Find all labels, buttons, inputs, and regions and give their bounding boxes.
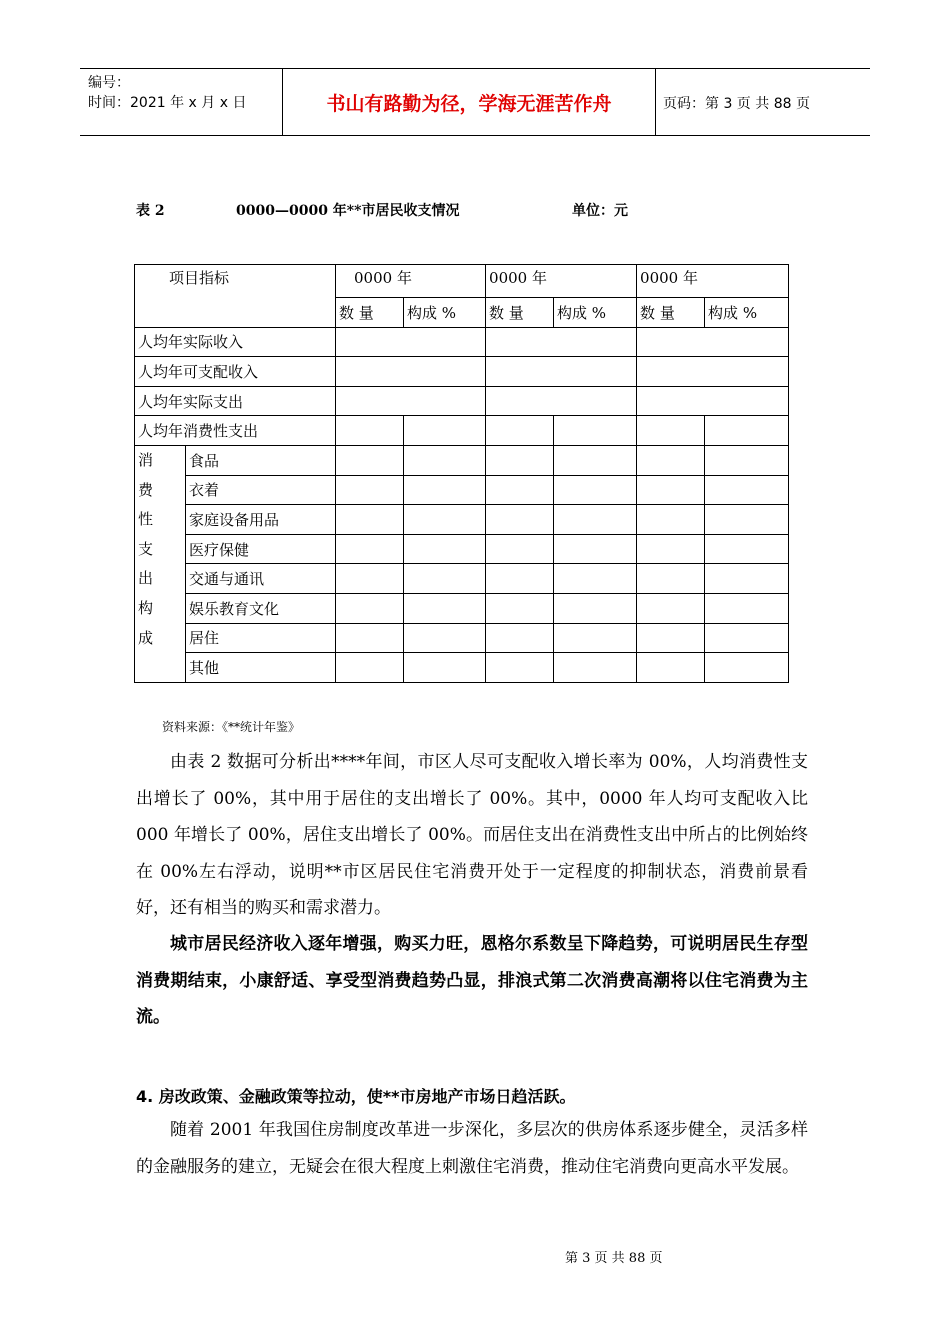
- row-label: 其他: [186, 653, 336, 683]
- table-row: [135, 357, 789, 387]
- pct-header: 构成 %: [705, 298, 789, 328]
- row-label: 人均年可支配收入: [135, 357, 336, 387]
- row-label: 娱乐教育文化: [186, 593, 336, 623]
- table-row: [135, 564, 789, 594]
- header-motto: 书山有路勤为径，学海无涯苦作舟: [282, 69, 656, 135]
- summary-paragraph: 城市居民经济收入逐年增强，购买力旺，恩格尔系数呈下降趋势，可说明居民生存型消费期结束，小康舒适、享受型消费趋势凸显，排浪式第二次消费高潮将以住宅消费为主流。: [136, 934, 808, 1027]
- year-header: 0000 年: [336, 265, 486, 298]
- row-label: 人均年实际支出: [135, 386, 336, 416]
- table-row: [135, 534, 789, 564]
- doc-date: 时间：2021 年 x 月 x 日: [88, 95, 247, 111]
- table-row: [135, 593, 789, 623]
- row-label: 居住: [186, 623, 336, 653]
- table-row: [135, 623, 789, 653]
- row-label: 家庭设备用品: [186, 505, 336, 535]
- page-footer: 第 3 页 共 88 页: [565, 1251, 663, 1266]
- pct-header: 构成 %: [404, 298, 486, 328]
- row-label: 食品: [186, 445, 336, 475]
- data-source-note: 资料来源：《**统计年鉴》: [162, 720, 301, 734]
- doc-number: 编号：: [88, 75, 130, 91]
- table-caption-title: 0000—0000 年**市居民收支情况: [236, 203, 460, 219]
- page-header: [80, 68, 870, 136]
- row-label: 人均年消费性支出: [135, 416, 336, 446]
- year-header: 0000 年: [486, 265, 637, 298]
- qty-header: 数 量: [486, 298, 554, 328]
- row-label: 交通与通讯: [186, 564, 336, 594]
- group-label: 消费性支出构成: [135, 445, 186, 682]
- qty-header: 数 量: [336, 298, 404, 328]
- row-label: 医疗保健: [186, 534, 336, 564]
- table-caption-unit: 单位：元: [572, 203, 628, 219]
- table-row: [135, 416, 789, 446]
- table-caption-number: 表 2: [136, 203, 165, 219]
- analysis-paragraph: 由表 2 数据可分析出****年间，市区人尽可支配收入增长率为 00%，人均消费性支出增长了 00%，其中用于居住的支出增长了 00%。其中，0000 年人均可支配收入比 000 年增长了 00%，居住支出增长了 00%。而居住支出在消费性支出中所占的比例始终在 00%左右浮动，说明**市区居民住宅消费开处于一定程度的抑制状态，消费前景看好，还有相当的购买和需求潜力。: [136, 752, 808, 918]
- row-label: 人均年实际收入: [135, 327, 336, 357]
- table-row: [135, 475, 789, 505]
- table-header-row: [135, 265, 789, 298]
- income-expense-table: [134, 264, 789, 683]
- table-row: [135, 327, 789, 357]
- year-header: 0000 年: [637, 265, 789, 298]
- table-row: [135, 386, 789, 416]
- qty-header: 数 量: [637, 298, 705, 328]
- col-item-header: 项目指标: [135, 265, 336, 328]
- section-heading: 4. 房改政策、金融政策等拉动，使**市房地产市场日趋活跃。: [136, 1087, 576, 1106]
- header-page-code: 页码：第 3 页 共 88 页: [663, 96, 810, 112]
- row-label: 衣着: [186, 475, 336, 505]
- policy-paragraph: 随着 2001 年我国住房制度改革进一步深化，多层次的供房体系逐步健全，灵活多样的金融服务的建立，无疑会在很大程度上刺激住宅消费，推动住宅消费向更高水平发展。: [136, 1120, 808, 1177]
- header-meta: [88, 73, 283, 113]
- table-row: [135, 505, 789, 535]
- table-row: [135, 653, 789, 683]
- table-row: [135, 445, 789, 475]
- pct-header: 构成 %: [554, 298, 637, 328]
